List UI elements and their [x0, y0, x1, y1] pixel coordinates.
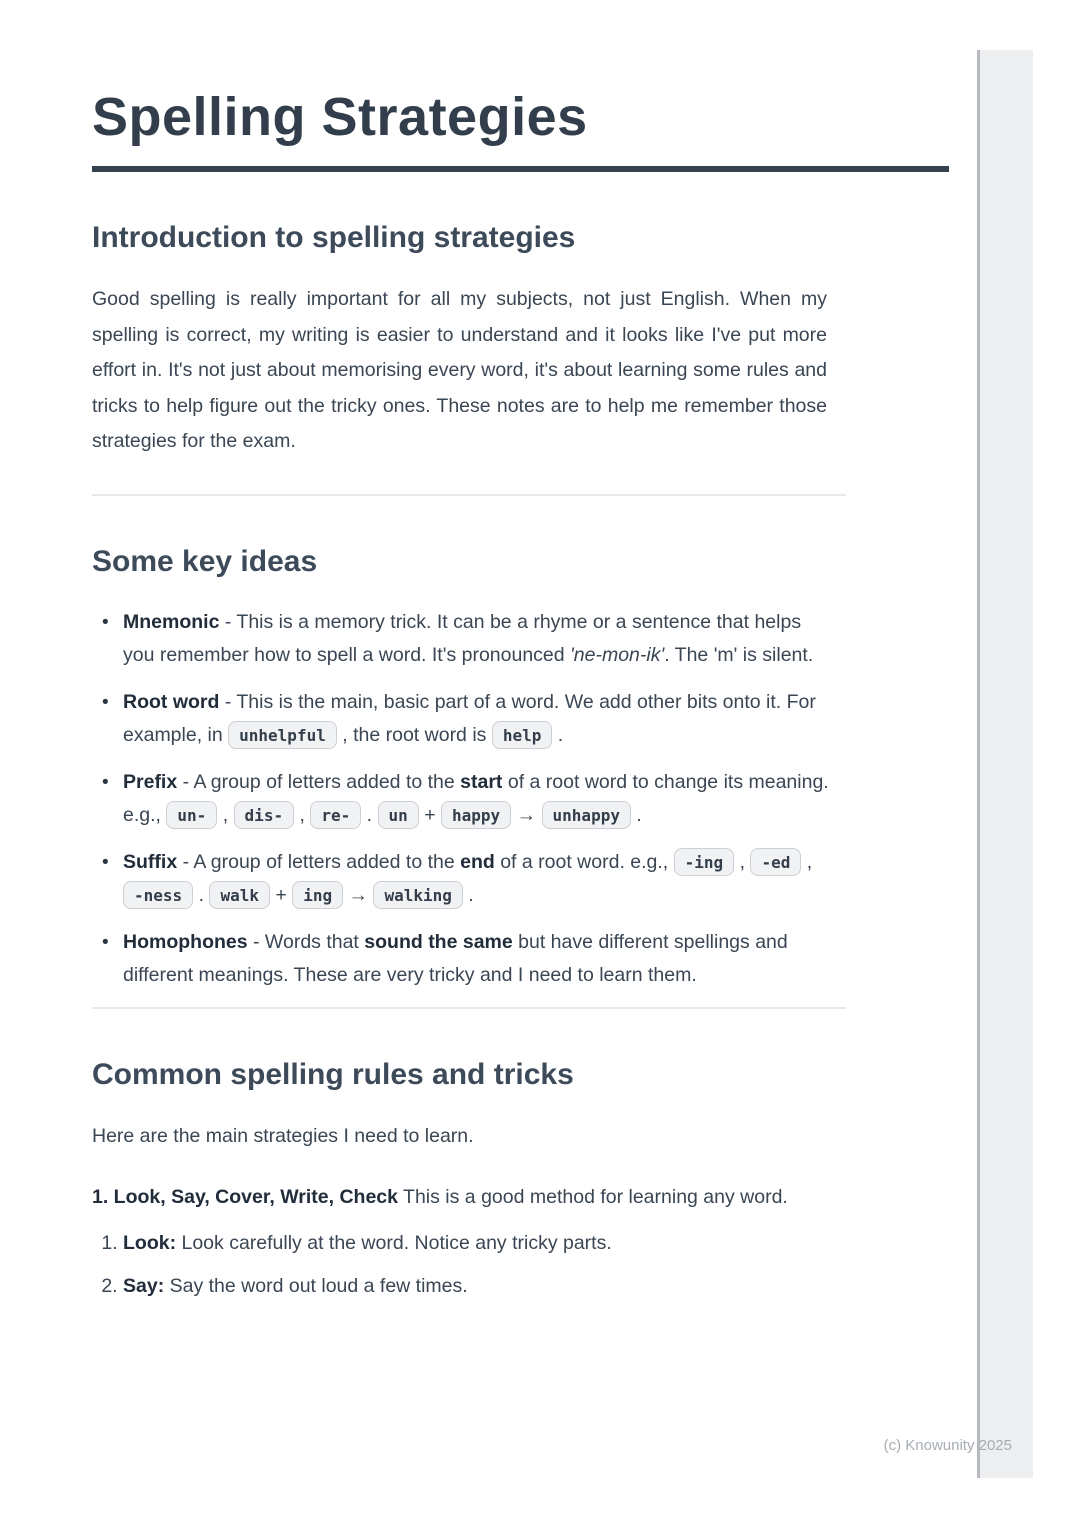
- section-introduction: [92, 220, 949, 460]
- code-chip: un-: [166, 801, 217, 829]
- look-say-cover-steps-list: [92, 1230, 827, 1299]
- rule-1-lead-paragraph: [92, 1180, 827, 1216]
- text-run: +: [269, 884, 293, 907]
- bold-text: Homophones: [123, 930, 248, 953]
- text-run: Look carefully at the word. Notice any tricky parts.: [176, 1231, 612, 1254]
- section-divider: [92, 494, 846, 496]
- list-item-root-word: [123, 686, 835, 753]
- code-chip: happy: [441, 801, 511, 829]
- text-run: . The 'm' is silent.: [664, 644, 814, 667]
- text-run: →: [343, 884, 374, 907]
- text-run: of a root word to change its meaning. e.g.,: [123, 770, 829, 827]
- text-run: ,: [217, 804, 234, 827]
- key-ideas-list: [92, 606, 835, 993]
- text-run: - This is a memory trick. It can be a rhyme or a sentence that helps you remember how to spell a word. It's pronounced: [123, 610, 802, 667]
- code-chip: unhelpful: [228, 721, 337, 749]
- section-rules-and-tricks: [92, 1057, 949, 1299]
- bold-text: 1. Look, Say, Cover, Write, Check: [92, 1186, 398, 1209]
- rules-intro-paragraph: [92, 1119, 827, 1155]
- bold-text: end: [460, 850, 495, 873]
- italic-text: 'ne-mon-ik': [570, 644, 665, 667]
- text-run: Good spelling is really important for all my subjects, not just English. When my spelling is correct, my writing is easier to understand and it looks like I've put more effort in. It's not just about memorising every word, it's about learning some rules and tricks to help figure out the tricky ones. These notes are to help me remember those strategies for the exam.: [92, 288, 827, 453]
- bold-text: Look:: [123, 1231, 177, 1254]
- bold-text: Suffix: [123, 850, 178, 873]
- copyright-footer: (c) Knowunity 2025: [883, 1437, 1012, 1454]
- text-run: - Words that: [247, 930, 365, 953]
- text-run: .: [361, 804, 378, 827]
- section-heading-key-ideas: Some key ideas: [92, 544, 318, 578]
- text-run: Here are the main strategies I need to learn.: [92, 1124, 474, 1147]
- text-run: , the root word is: [336, 724, 492, 747]
- text-run: ,: [734, 850, 751, 873]
- page-title: Spelling Strategies: [92, 86, 949, 172]
- bold-text: Root word: [123, 690, 220, 713]
- code-chip: unhappy: [542, 801, 631, 829]
- text-run: ,: [801, 850, 813, 873]
- code-chip: re-: [310, 801, 361, 829]
- document-page: [92, 0, 949, 1316]
- text-run: .: [193, 884, 210, 907]
- text-run: but have different spellings and different meanings. These are very tricky and I need to learn them.: [123, 930, 788, 987]
- bold-text: start: [460, 770, 503, 793]
- code-chip: -ing: [674, 848, 735, 876]
- bold-text: sound the same: [364, 930, 513, 953]
- text-run: This is a good method for learning any word.: [397, 1186, 788, 1209]
- code-chip: -ness: [123, 881, 193, 909]
- text-run: - A group of letters added to the: [177, 850, 461, 873]
- text-run: →: [511, 804, 542, 827]
- bold-text: Say:: [123, 1274, 165, 1297]
- text-run: +: [418, 804, 442, 827]
- bold-text: Prefix: [123, 770, 178, 793]
- step-item-look: [123, 1230, 827, 1256]
- code-chip: walking: [373, 881, 462, 909]
- code-chip: ing: [292, 881, 343, 909]
- list-item-mnemonic: [123, 606, 835, 673]
- text-run: .: [462, 884, 474, 907]
- text-run: - This is the main, basic part of a word. We add other bits onto it. For example, in: [123, 690, 816, 747]
- step-item-say: [123, 1273, 827, 1299]
- section-heading-introduction: Introduction to spelling strategies: [92, 221, 576, 255]
- text-run: .: [552, 724, 564, 747]
- code-chip: walk: [209, 881, 270, 909]
- section-key-ideas: [92, 544, 949, 993]
- section-heading-rules: Common spelling rules and tricks: [92, 1057, 574, 1091]
- scrollbar-track[interactable]: [977, 50, 1033, 1478]
- text-run: - A group of letters added to the: [177, 770, 461, 793]
- list-item-prefix: [123, 766, 835, 833]
- text-run: ,: [294, 804, 311, 827]
- code-chip: help: [492, 721, 553, 749]
- list-item-suffix: [123, 846, 835, 913]
- text-run: .: [630, 804, 642, 827]
- code-chip: dis-: [234, 801, 295, 829]
- code-chip: -ed: [750, 848, 801, 876]
- bold-text: Mnemonic: [123, 610, 220, 633]
- section-divider: [92, 1007, 846, 1009]
- intro-paragraph: [92, 282, 827, 460]
- code-chip: un: [378, 801, 419, 829]
- text-run: Say the word out loud a few times.: [164, 1274, 468, 1297]
- text-run: of a root word. e.g.,: [494, 850, 674, 873]
- list-item-homophones: [123, 926, 835, 993]
